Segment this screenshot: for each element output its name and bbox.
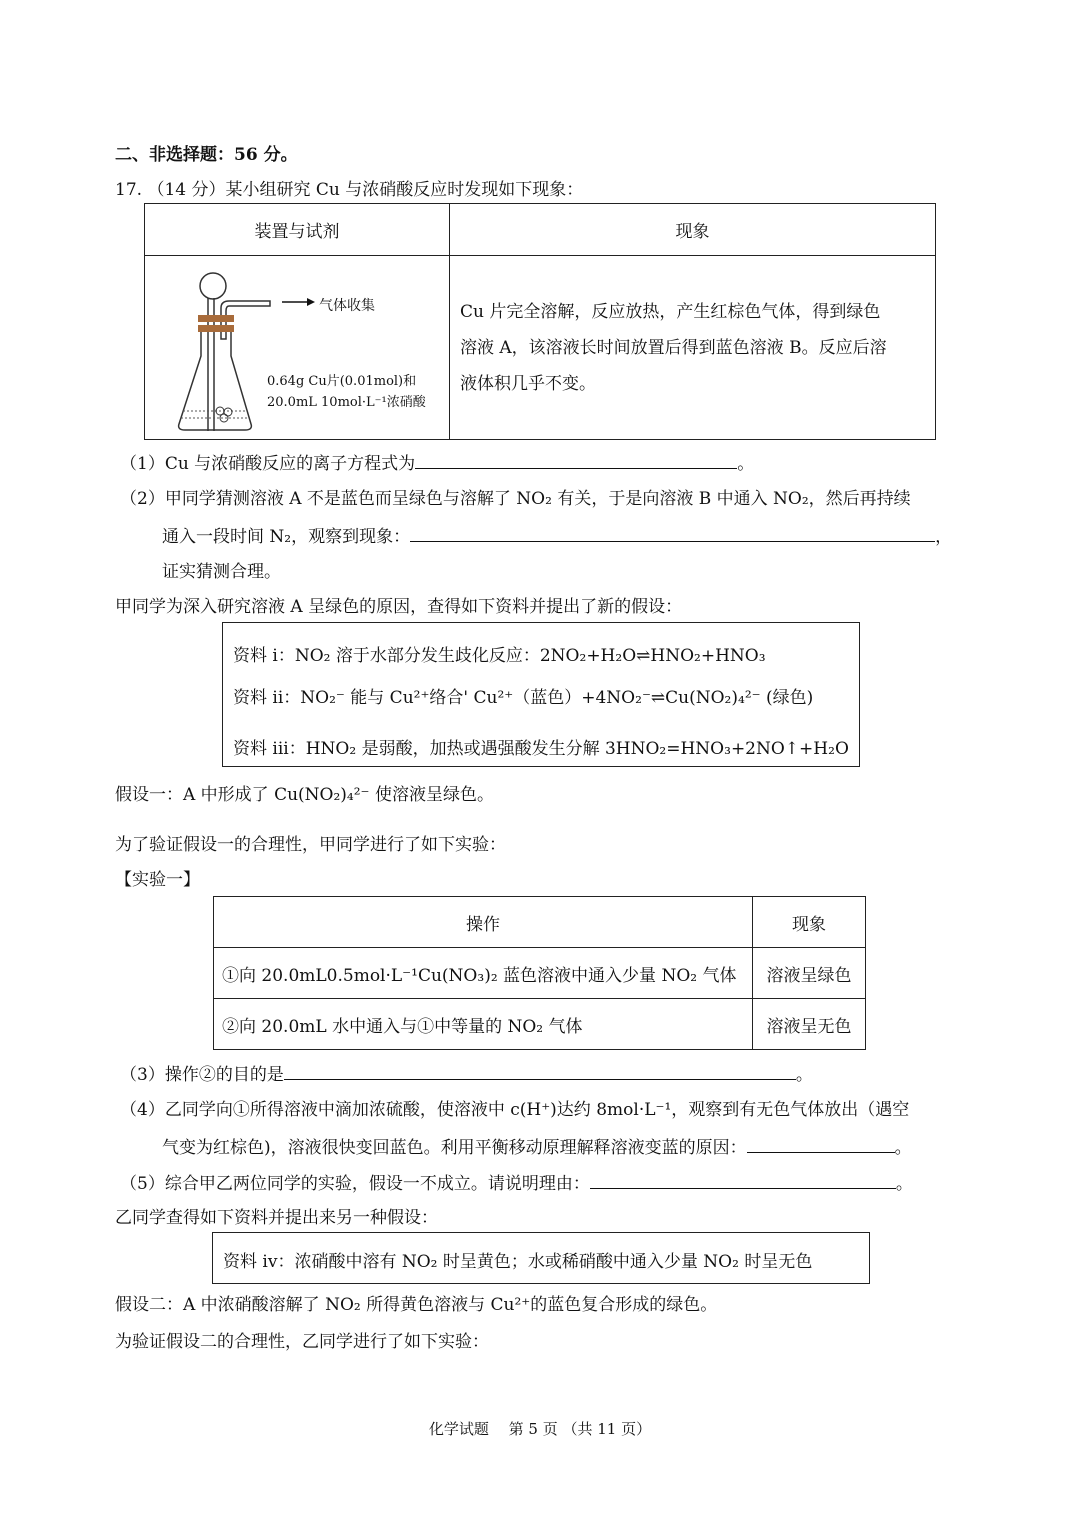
material-iv: 资料 iv：浓硝酸中溶有 NO₂ 时呈黄色；水或稀硝酸中通入少量 NO₂ 时呈无色 [223,1252,813,1272]
experiment-1-title: 【实验一】 [115,870,200,890]
materials-box [222,622,860,767]
apparatus-cell [145,256,450,440]
hypothesis-1: 假设一：A 中形成了 Cu(NO₂)₄²⁻ 使溶液呈绿色。 [115,785,494,805]
question-2-line3: 证实猜测合理。 [162,562,281,582]
punct: 。 [894,1138,912,1158]
punct: 。 [737,454,755,474]
paragraph: 甲同学为深入研究溶液 A 呈绿色的原因，查得如下资料并提出了新的假设： [115,597,683,617]
paragraph: 为了验证假设一的合理性，甲同学进行了如下实验： [115,835,506,855]
table-row [214,948,866,999]
header-result: 现象 [753,897,866,948]
punct: 。 [895,1174,913,1194]
phenomenon-line: Cu 片完全溶解，反应放热，产生红棕色气体，得到绿色 [460,301,881,322]
question-3 [120,1063,813,1086]
table-row [214,999,866,1050]
operation-cell: ①向 20.0mL0.5mol·L⁻¹Cu(NO₃)₂ 蓝色溶液中通入少量 NO₂ 气体 [214,948,753,999]
paragraph: 为验证假设二的合理性，乙同学进行了如下实验： [115,1332,489,1352]
header-phenomenon: 现象 [450,204,936,256]
punct: ， [935,527,953,547]
hypothesis-2: 假设二：A 中浓硝酸溶解了 NO₂ 所得黄色溶液与 Cu²⁺的蓝色复合形成的绿色。 [115,1295,718,1315]
phenomenon-line: 液体积几乎不变。 [460,373,596,394]
answer-blank[interactable] [590,1172,896,1189]
result-cell: 溶液呈无色 [753,999,866,1050]
result-cell: 溶液呈绿色 [753,948,866,999]
question-17-intro: 17. （14 分）某小组研究 Cu 与浓硝酸反应时发现如下现象： [115,180,584,200]
question-text: 通入一段时间 N₂，观察到现象： [162,527,411,547]
experiment-1-table [213,896,866,1050]
question-text: （3）操作②的目的是 [120,1065,284,1085]
gas-collection-label: 气体收集 [319,298,375,314]
answer-blank[interactable] [415,452,737,469]
answer-blank[interactable] [410,525,935,542]
question-2-line1: （2）甲同学猜测溶液 A 不是蓝色而呈绿色与溶解了 NO₂ 有关，于是向溶液 B 中通入 NO₂，然后再持续 [120,489,911,509]
table-apparatus-phenomenon [144,203,936,440]
material-iii: 资料 iii：HNO₂ 是弱酸，加热或遇强酸发生分解 3HNO₂=HNO₃+2NO↑+H₂O [233,739,849,759]
answer-blank[interactable] [284,1063,796,1080]
question-4-line2 [162,1136,912,1159]
question-4-line1: （4）乙同学向①所得溶液中滴加浓硫酸，使溶液中 c(H⁺)达约 8mol·L⁻¹，观察到有无色气体放出（遇空 [120,1100,910,1120]
question-text: （1）Cu 与浓硝酸反应的离子方程式为 [120,454,416,474]
paragraph: 乙同学查得如下资料并提出来另一种假设： [115,1208,438,1228]
header-apparatus: 装置与试剂 [145,204,450,256]
phenomenon-cell [450,256,936,440]
reagent-label-cu: 0.64g Cu片(0.01mol)和 [267,374,417,389]
question-5 [120,1172,913,1195]
question-text: （5）综合甲乙两位同学的实验，假设一不成立。请说明理由： [120,1174,590,1194]
section-title: 二、非选择题：56 分。 [115,145,298,165]
question-1 [120,452,754,475]
answer-blank[interactable] [747,1136,895,1153]
material-ii: 资料 ii：NO₂⁻ 能与 Cu²⁺络合' Cu²⁺（蓝色）+4NO₂⁻⇌Cu(NO₂)₄²⁻ (绿色) [233,688,814,708]
question-2-line2 [162,525,952,548]
header-operation: 操作 [214,897,753,948]
material-i: 资料 i：NO₂ 溶于水部分发生歧化反应：2NO₂+H₂O⇌HNO₂+HNO₃ [233,646,766,666]
material-iv-box [212,1232,870,1284]
punct: 。 [795,1065,813,1085]
operation-cell: ②向 20.0mL 水中通入与①中等量的 NO₂ 气体 [214,999,753,1050]
page-footer: 化学试题 第 5 页 （共 11 页） [428,1420,652,1438]
reagent-label-acid: 20.0mL 10mol·L⁻¹浓硝酸 [267,395,426,410]
question-text: 气变为红棕色)，溶液很快变回蓝色。利用平衡移动原理解释溶液变蓝的原因： [162,1138,747,1158]
phenomenon-line: 溶液 A，该溶液长时间放置后得到蓝色溶液 B。反应后溶 [460,337,887,358]
